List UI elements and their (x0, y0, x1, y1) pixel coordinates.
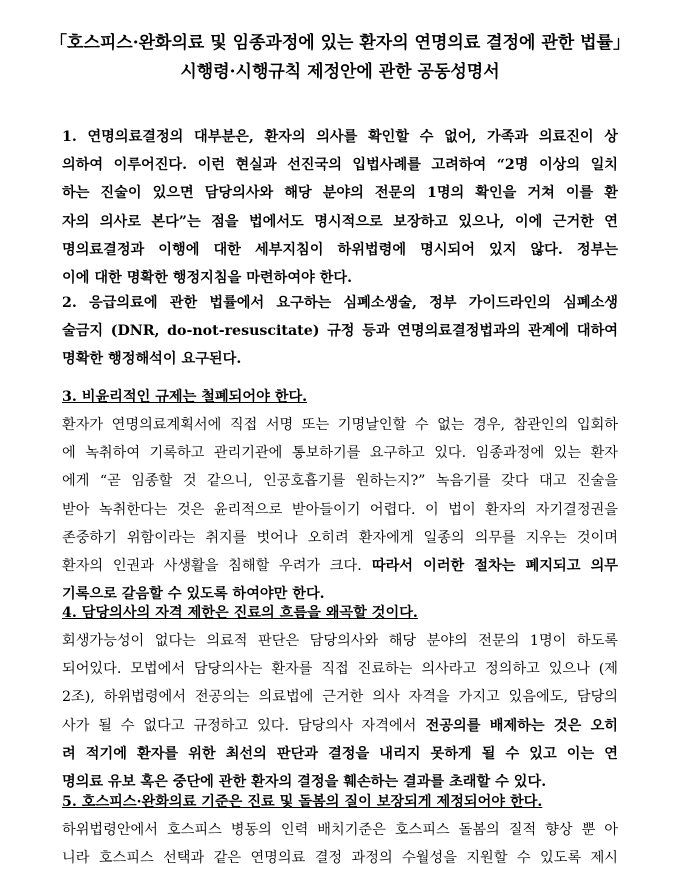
section-3 (62, 383, 618, 608)
section-4-line: 회생가능성이 없다는 의료적 판단은 담당의사와 해당 분야의 전문의 1명이 하도록 (62, 633, 618, 649)
section-3-line-text: 환자의 인권과 사생활을 침해할 우려가 크다. (62, 557, 362, 574)
section-3-line: 에 녹취하여 기록하고 관리기관에 통보하기를 요구하고 있다. 임종과정에 있는 환자 (62, 445, 618, 462)
section-5 (62, 788, 618, 872)
section-1-line: 자의 의사로 본다”는 점을 법에서도 명시적으로 보장하고 있으나, 이에 근거한 연 (62, 213, 618, 230)
section-3-emphasis: 따라서 이러한 절차는 폐지되고 의무 (361, 557, 618, 574)
section-1 (62, 123, 618, 292)
section-1-line: 1. 연명의료결정의 대부분은, 환자의 의사를 확인할 수 없어, 가족과 의료진이 상 (62, 129, 618, 145)
title-line-2: 시행령·시행규칙 제정안에 관한 공동성명서 (180, 62, 500, 82)
section-4-emphasis-line: 명의료 유보 혹은 중단에 관한 환자의 결정을 훼손하는 결과를 초래할 수 있다. (62, 773, 547, 790)
section-4-line: 2조), 하위법령에서 전공의는 의료법에 근거한 의사 자격을 가지고 있음에도, 담당의 (62, 689, 618, 706)
section-2-line: 명확한 행정해석이 요구된다. (62, 351, 242, 368)
section-2 (62, 289, 618, 374)
section-4-line-mixed (62, 712, 618, 740)
section-1-line: 의하여 이루어진다. 이런 현실과 선진국의 입법사례를 고려하여 “2명 이상의 일치 (62, 157, 618, 174)
section-1-line: 하는 진술이 있으면 담당의사와 해당 분야의 전문의 1명의 확인을 거쳐 이를 환 (62, 185, 618, 202)
section-1-line: 명의료결정과 이행에 대한 세부지침이 하위법령에 명시되어 있지 않다. 정부는 (62, 241, 618, 258)
section-4-heading: 4. 담당의사의 자격 제한은 진료의 흐름을 왜곡할 것이다. (62, 605, 418, 621)
section-3-emphasis-line: 기록으로 갈음할 수 있도록 하여야만 한다. (62, 586, 325, 603)
section-3-line: 존중하기 위함이라는 취지를 벗어나 오히려 환자에게 일종의 의무를 지우는 것이며 (62, 529, 618, 546)
section-2-line: 술금지 (DNR, do-not-resuscitate) 규정 등과 연명의료결정법과의 관계에 대하여 (62, 323, 618, 340)
section-3-heading: 3. 비윤리적인 규제는 철폐되어야 한다. (62, 389, 308, 405)
section-3-line-mixed (62, 552, 618, 580)
title-line-1: 「호스피스·완화의료 및 임종과정에 있는 환자의 연명의료 결정에 관한 법률」 (50, 33, 630, 53)
section-4-emphasis-line: 려 적기에 환자를 위한 최선의 판단과 결정을 내리지 못하게 될 수 있고 이는 연 (62, 745, 618, 762)
section-4-line: 되어있다. 모법에서 담당의사는 환자를 직접 진료하는 의사라고 정의하고 있으나 (제 (62, 661, 618, 678)
section-4-emphasis: 전공의를 배제하는 것은 오히 (416, 717, 618, 734)
section-3-line: 받아 녹취한다는 것은 윤리적으로 받아들이기 어렵다. 이 법이 환자의 자기결정권을 (62, 501, 618, 518)
section-4-line-text: 사가 될 수 없다고 규정하고 있다. 담당의사 자격에서 (62, 717, 417, 734)
section-3-line: 환자가 연명의료계획서에 직접 서명 또는 기명날인할 수 없는 경우, 참관인의 입회하 (62, 417, 618, 433)
section-3-line: 에게 “곧 임종할 것 같으니, 인공호흡기를 원하는지?” 녹음기를 갖다 대고 진술을 (62, 473, 618, 490)
section-2-line: 2. 응급의료에 관한 법률에서 요구하는 심폐소생술, 정부 가이드라인의 심폐소생 (62, 295, 618, 311)
section-5-heading: 5. 호스피스·완화의료 기준은 진료 및 돌봄의 질이 보장되게 제정되어야 한다. (62, 794, 543, 810)
section-1-line: 이에 대한 명확한 행정지침을 마련하여야 한다. (62, 269, 353, 286)
section-4 (62, 599, 618, 796)
section-5-line: 하위법령안에서 호스피스 병동의 인력 배치기준은 호스피스 돌봄의 질적 향상 뿐 아 (62, 822, 618, 838)
section-5-line: 니라 호스피스 선택과 같은 연명의료 결정 과정의 수월성을 지원할 수 있도록 제시 (62, 850, 618, 867)
